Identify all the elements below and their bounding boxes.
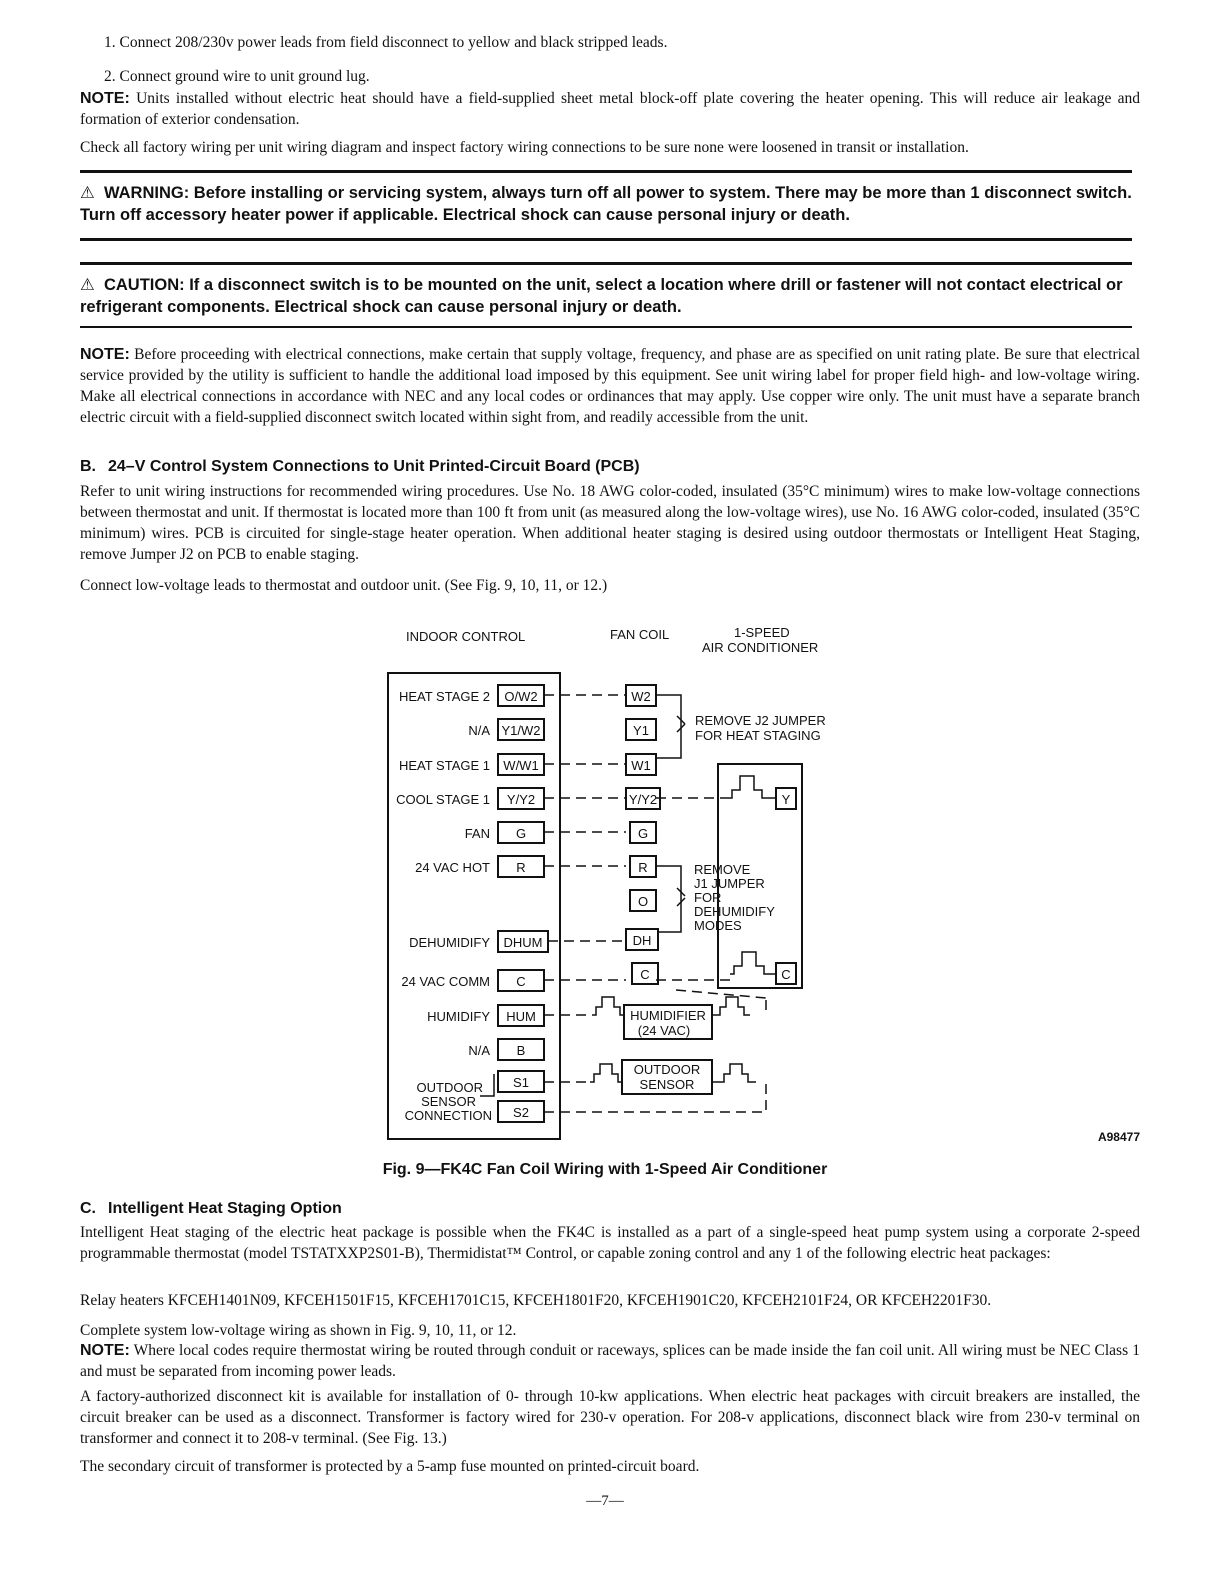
terminal-label: DH [632,933,652,948]
note-block-electrical [80,344,1140,428]
figure-code: A98477 [1097,1130,1140,1144]
fuse-text: The secondary circuit of transformer is protected by a 5-amp fuse mounted on printed-circuit board. [80,1458,700,1475]
check-wiring-text: Check all factory wiring per unit wiring diagram and inspect factory wiring connections to be sure none were loosened in transit or installation. [80,139,969,156]
j1-note-line: FOR [694,890,722,905]
humidifier-sub: (24 VAC) [637,1023,691,1038]
terminal-label: Y/Y2 [628,792,658,807]
indoor-row [401,970,544,991]
warning-bottom-rule [80,238,1132,241]
terminal-label: G [515,826,527,841]
humidifier-box [592,997,750,1039]
sensor-coil-symbol [590,1064,622,1082]
ac-heading-line2: AIR CONDITIONER [702,640,819,655]
j1-note-line: DEHUMIDIFY [694,904,775,919]
caution-triangle-icon: ⚠ [80,276,95,294]
j1-note-line: MODES [694,918,742,933]
indoor-row [415,856,544,877]
note-text: Before proceeding with electrical connections, make certain that supply voltage, frequency, and phase are as specified on unit rating plate. Be sure that electrical service provided by the utility is sufficient to handle the additional load imposed by this equipment. See unit wiring label for proper field high- and low-voltage wiring. Make all electrical connections in accordance with NEC and any local codes or ordinances that may apply. Use copper wire only. The unit must have a separate branch electric circuit with a field-supplied disconnect switch located within sight from, and readily accessible from the unit. [80,346,1141,426]
terminal-label: Y1/W2 [501,723,541,738]
terminal-label: W2 [631,689,651,704]
terminal-label: HUM [506,1009,536,1024]
indoor-row [498,1071,544,1092]
step-2: 2. Connect ground wire to unit ground lug. [104,68,370,85]
figure-caption: Fig. 9—FK4C Fan Coil Wiring with 1-Speed Air Conditioner [382,1161,828,1178]
humidifier-label: HUMIDIFIER [630,1008,706,1023]
ac-terminal-label: C [781,967,791,982]
sensor-coil-symbol [712,1064,756,1082]
ac-coil-symbol [730,952,776,974]
warning-box [80,182,1140,226]
terminal-label: R [638,860,648,875]
terminal-label: C [516,974,526,989]
terminal-label: B [516,1043,526,1058]
row-label: COOL STAGE 1 [396,792,490,807]
wiring-diagram [0,620,1210,1180]
sensor-label-sub: SENSOR [639,1077,695,1092]
j1-jumper [656,862,775,933]
section-title: Intelligent Heat Staging Option [108,1200,342,1217]
indoor-control-heading: INDOOR CONTROL [406,629,526,644]
complete-wiring-text: Complete system low-voltage wiring as shown in Fig. 9, 10, 11, or 12. [80,1322,517,1339]
section-b-heading [80,458,640,476]
indoor-row [427,1005,544,1026]
section-c-heading [80,1200,342,1218]
indoor-row [465,822,544,843]
ac-heading-line1: 1-SPEED [734,625,790,640]
section-title: 24–V Control System Connections to Unit Printed-Circuit Board (PCB) [108,458,640,475]
section-b-paragraph: Refer to unit wiring instructions for recommended wiring procedures. Use No. 18 AWG color-coded, insulated (35°C minimum) wires to make low-voltage connections between thermostat and unit. If thermostat is located more than 100 ft from unit (as measured along the low-voltage wires), use No. 16 AWG color-coded, insulated (35°C minimum) wires. PCB is circuited for single-stage heater operation. When additional heater staging is desired using outdoor thermostats or Intelligent Heat Staging, remove Jumper J2 on PCB to enable staging. [80,483,1140,563]
terminal-label: Y/Y2 [506,792,536,807]
note-label: NOTE: [80,1342,130,1359]
j2-jumper [656,695,826,758]
section-b-see-figs: Connect low-voltage leads to thermostat and outdoor unit. (See Fig. 9, 10, 11, or 12.) [80,577,608,594]
j2-note-line1: REMOVE J2 JUMPER [695,713,826,728]
terminal-label: O/W2 [504,689,538,704]
j2-note-line2: FOR HEAT STAGING [695,728,821,743]
relay-heaters-text: Relay heaters KFCEH1401N09, KFCEH1501F15, KFCEH1701C15, KFCEH1801F20, KFCEH1901C20, KFCEH2101F24, OR KFCEH2201F30. [80,1292,992,1309]
fan-coil-terminals [626,685,660,984]
row-label: 24 VAC HOT [415,860,490,875]
humidifier-coil-symbol [592,997,624,1015]
note-text: Units installed without electric heat should have a field-supplied sheet metal block-off plate covering the heater opening. This will reduce air leakage and formation of exterior condensation. [80,90,1140,128]
row-label: FAN [464,826,490,841]
terminal-label: S2 [513,1105,529,1120]
indoor-row [468,1039,544,1060]
row-label: 24 VAC COMM [401,974,490,989]
row-label: HEAT STAGE 1 [398,758,490,773]
label-line: SENSOR [421,1094,476,1109]
terminal-label: W1 [631,758,651,773]
fan-coil-heading: FAN COIL [610,627,670,642]
indoor-row [399,685,544,706]
indoor-row [399,754,544,775]
humidifier-coil-symbol [712,997,750,1015]
j1-note-line: REMOVE [694,862,751,877]
terminal-label: R [516,860,526,875]
disconnect-kit-text: A factory-authorized disconnect kit is available for installation of 0- through 10-kw applications. When electric heat packages with circuit breakers are installed, the circuit breaker can be used as a disconnect. Transformer is factory wired for 230-v operation. For 208-v applications, disconnect black wire from 230-v terminal on transformer and connect it to 208-v terminal. (See Fig. 13.) [80,1388,1140,1447]
outdoor-sensor-box [590,1060,756,1094]
note-label: NOTE: [80,90,130,107]
indoor-control-box [388,673,560,1139]
row-label: DEHUMIDIFY [409,935,490,950]
caution-text: CAUTION: If a disconnect switch is to be mounted on the unit, select a location where drill or fastener will not contact electrical or refrigerant components. Electrical shock can cause personal injury or death. [80,276,1123,316]
note-text: Where local codes require thermostat wiring be routed through conduit or raceways, splices can be made inside the fan coil unit. All wiring must be NEC Class 1 and must be separated from incoming power leads. [80,1342,1140,1380]
j1-note-line: J1 JUMPER [694,876,765,891]
outdoor-sensor-connection-label [405,1074,494,1123]
warning-top-rule [80,170,1132,173]
row-label: HUMIDIFY [427,1009,490,1024]
indoor-row [396,788,544,809]
indoor-row [498,1101,544,1122]
note-block-conduit [80,1340,1140,1382]
section-letter: C. [80,1200,96,1217]
indoor-row [468,719,544,740]
section-letter: B. [80,458,96,475]
terminal-label: G [637,826,649,841]
caution-bottom-rule [80,326,1132,328]
ac-terminal-label: Y [781,792,791,807]
note-label: NOTE: [80,346,130,363]
row-label: N/A [468,723,490,738]
caution-box [80,274,1140,318]
terminal-label: C [640,967,650,982]
indoor-row [409,931,548,952]
label-line: CONNECTION [404,1108,492,1123]
warning-text: WARNING: Before installing or servicing system, always turn off all power to system. There may be more than 1 disconnect switch. Turn off accessory heater power if applicable. Electrical shock can cause personal injury or death. [80,184,1132,224]
terminal-label: O [637,894,649,909]
step-1: 1. Connect 208/230v power leads from field disconnect to yellow and black stripped leads. [104,34,668,51]
row-label: HEAT STAGE 2 [398,689,490,704]
row-label: N/A [468,1043,490,1058]
terminal-label: DHUM [503,935,543,950]
sensor-label: OUTDOOR [633,1062,701,1077]
warning-triangle-icon: ⚠ [80,184,95,202]
section-c-paragraph: Intelligent Heat staging of the electric heat package is possible when the FK4C is installed as a part of a single-speed heat pump system using a corporate 2-speed programmable thermostat (model TSTATXXP2S01-B), Thermidistat™ Control, or capable zoning control and any 1 of the following electric heat packages: [80,1224,1140,1262]
terminal-label: Y1 [633,723,649,738]
page-number: —7— [586,1493,624,1509]
ac-coil-symbol [722,776,776,798]
terminal-label: W/W1 [503,758,539,773]
note-block-heat [80,88,1140,130]
caution-top-rule [80,262,1132,265]
label-line: OUTDOOR [416,1080,483,1095]
terminal-label: S1 [513,1075,529,1090]
